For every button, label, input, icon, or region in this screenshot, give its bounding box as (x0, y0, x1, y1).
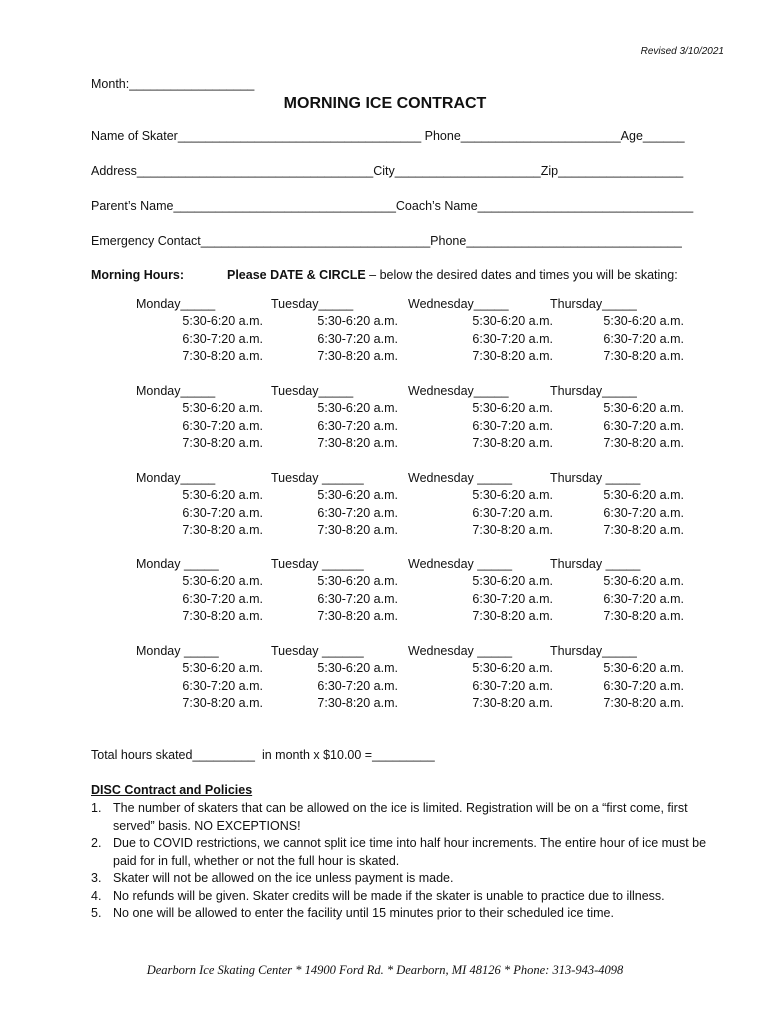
month-field[interactable]: Month:__________________ (91, 77, 255, 91)
day-date-field[interactable]: Thursday _____ (550, 471, 641, 485)
time-slot[interactable]: 5:30-6:20 a.m. (603, 661, 684, 675)
day-date-field[interactable]: Wednesday _____ (408, 644, 513, 658)
time-slot[interactable]: 5:30-6:20 a.m. (472, 401, 553, 415)
policy-text: No one will be allowed to enter the facility until 15 minutes prior to their scheduled ice time. (113, 906, 614, 920)
time-slot[interactable]: 6:30-7:20 a.m. (317, 418, 398, 433)
time-slot[interactable]: 5:30-6:20 a.m. (317, 661, 398, 675)
day-date-field[interactable]: Tuesday ______ (271, 644, 364, 658)
time-slot[interactable]: 5:30-6:20 a.m. (317, 574, 398, 588)
policy-item (91, 835, 731, 870)
time-slot[interactable]: 7:30-8:20 a.m. (603, 609, 684, 623)
total-hours-field[interactable]: Total hours skated_________ in month x $10.00 =_________ (91, 748, 435, 762)
policy-number: 1. (91, 801, 102, 815)
time-slot[interactable]: 5:30-6:20 a.m. (603, 401, 684, 415)
time-slot[interactable]: 7:30-8:20 a.m. (472, 696, 553, 710)
day-date-field[interactable]: Thursday _____ (550, 557, 641, 571)
time-slot[interactable]: 6:30-7:20 a.m. (182, 505, 263, 520)
skater-name-phone-age-field[interactable]: Name of Skater___________________________________ Phone_______________________Age______ (91, 129, 685, 143)
time-slot[interactable]: 7:30-8:20 a.m. (182, 609, 263, 623)
policy-item (91, 905, 731, 923)
time-slot[interactable]: 5:30-6:20 a.m. (472, 488, 553, 502)
address-city-zip-field[interactable]: Address__________________________________City_____________________Zip__________________ (91, 164, 684, 178)
time-slot[interactable]: 7:30-8:20 a.m. (182, 349, 263, 363)
time-slot[interactable]: 7:30-8:20 a.m. (182, 523, 263, 537)
time-slot[interactable]: 7:30-8:20 a.m. (472, 609, 553, 623)
time-slot[interactable]: 6:30-7:20 a.m. (603, 331, 684, 346)
time-slot[interactable]: 6:30-7:20 a.m. (603, 505, 684, 520)
revised-date: Revised 3/10/2021 (640, 46, 724, 57)
time-slot[interactable]: 7:30-8:20 a.m. (317, 609, 398, 623)
instruction-emphasis: Please DATE & CIRCLE (227, 268, 366, 282)
instruction-text: – below the desired dates and times you will be skating: (365, 268, 678, 282)
time-slot[interactable]: 5:30-6:20 a.m. (182, 488, 263, 502)
time-slot[interactable]: 5:30-6:20 a.m. (182, 574, 263, 588)
time-slot[interactable]: 7:30-8:20 a.m. (317, 436, 398, 450)
time-slot[interactable]: 7:30-8:20 a.m. (317, 696, 398, 710)
time-slot[interactable]: 6:30-7:20 a.m. (472, 678, 553, 693)
time-slot[interactable]: 7:30-8:20 a.m. (472, 349, 553, 363)
time-slot[interactable]: 6:30-7:20 a.m. (472, 505, 553, 520)
day-date-field[interactable]: Wednesday _____ (408, 471, 513, 485)
time-slot[interactable]: 7:30-8:20 a.m. (182, 696, 263, 710)
page-title: MORNING ICE CONTRACT (283, 95, 487, 112)
time-slot[interactable]: 5:30-6:20 a.m. (472, 314, 553, 328)
policy-item (91, 870, 731, 888)
day-date-field[interactable]: Monday_____ (136, 384, 216, 398)
day-date-field[interactable]: Monday_____ (136, 471, 216, 485)
time-slot[interactable]: 6:30-7:20 a.m. (182, 418, 263, 433)
time-slot[interactable]: 6:30-7:20 a.m. (317, 678, 398, 693)
time-slot[interactable]: 7:30-8:20 a.m. (317, 349, 398, 363)
policy-text: The number of skaters that can be allowed on the ice is limited. Registration will be on a “first come, first served” basis. NO EXCEPTIONS! (113, 801, 688, 833)
day-date-field[interactable]: Tuesday ______ (271, 471, 364, 485)
day-date-field[interactable]: Thursday_____ (550, 297, 637, 311)
policies-title: DISC Contract and Policies (91, 783, 253, 797)
morning-hours-label: Morning Hours: (91, 268, 185, 282)
day-date-field[interactable]: Monday _____ (136, 644, 219, 658)
time-slot[interactable]: 7:30-8:20 a.m. (317, 523, 398, 537)
policy-number: 4. (91, 889, 102, 903)
time-slot[interactable]: 6:30-7:20 a.m. (317, 331, 398, 346)
policy-number: 5. (91, 906, 102, 920)
day-date-field[interactable]: Wednesday _____ (408, 557, 513, 571)
day-date-field[interactable]: Wednesday_____ (408, 384, 509, 398)
day-date-field[interactable]: Thursday_____ (550, 384, 637, 398)
time-slot[interactable]: 7:30-8:20 a.m. (603, 523, 684, 537)
day-date-field[interactable]: Tuesday_____ (271, 297, 354, 311)
policy-text: No refunds will be given. Skater credits will be made if the skater is unable to practice due to illness. (113, 889, 665, 903)
time-slot[interactable]: 7:30-8:20 a.m. (603, 349, 684, 363)
time-slot[interactable]: 5:30-6:20 a.m. (603, 574, 684, 588)
time-slot[interactable]: 7:30-8:20 a.m. (603, 436, 684, 450)
day-date-field[interactable]: Thursday_____ (550, 644, 637, 658)
policy-number: 3. (91, 871, 102, 885)
time-slot[interactable]: 7:30-8:20 a.m. (472, 436, 553, 450)
time-slot[interactable]: 5:30-6:20 a.m. (182, 314, 263, 328)
policy-number: 2. (91, 836, 102, 850)
day-date-field[interactable]: Tuesday ______ (271, 557, 364, 571)
policy-item (91, 888, 731, 906)
time-slot[interactable]: 6:30-7:20 a.m. (317, 591, 398, 606)
time-slot[interactable]: 6:30-7:20 a.m. (182, 591, 263, 606)
time-slot[interactable]: 5:30-6:20 a.m. (472, 661, 553, 675)
time-slot[interactable]: 5:30-6:20 a.m. (603, 314, 684, 328)
day-date-field[interactable]: Tuesday_____ (271, 384, 354, 398)
time-slot[interactable]: 6:30-7:20 a.m. (472, 418, 553, 433)
hours-instruction (227, 268, 678, 282)
time-slot[interactable]: 5:30-6:20 a.m. (182, 661, 263, 675)
day-date-field[interactable]: Wednesday_____ (408, 297, 509, 311)
policy-text: Due to COVID restrictions, we cannot split ice time into half hour increments. The entire hour of ice must be paid for in full, whether or not the full hour is skated. (113, 836, 707, 868)
time-slot[interactable]: 7:30-8:20 a.m. (603, 696, 684, 710)
time-slot[interactable]: 6:30-7:20 a.m. (182, 678, 263, 693)
day-date-field[interactable]: Monday _____ (136, 557, 219, 571)
policy-item (91, 800, 731, 835)
footer-address: Dearborn Ice Skating Center * 14900 Ford Rd. * Dearborn, MI 48126 * Phone: 313-943-4098 (146, 963, 624, 977)
day-date-field[interactable]: Monday_____ (136, 297, 216, 311)
parent-coach-name-field[interactable]: Parent’s Name________________________________Coach’s Name_______________________________ (91, 199, 694, 213)
time-slot[interactable]: 6:30-7:20 a.m. (472, 591, 553, 606)
time-slot[interactable]: 6:30-7:20 a.m. (182, 331, 263, 346)
time-slot[interactable]: 5:30-6:20 a.m. (603, 488, 684, 502)
time-slot[interactable]: 7:30-8:20 a.m. (182, 436, 263, 450)
policy-text: Skater will not be allowed on the ice unless payment is made. (113, 871, 454, 885)
time-slot[interactable]: 6:30-7:20 a.m. (603, 591, 684, 606)
emergency-contact-field[interactable]: Emergency Contact_________________________________Phone_______________________________ (91, 234, 682, 248)
time-slot[interactable]: 5:30-6:20 a.m. (182, 401, 263, 415)
time-slot[interactable]: 6:30-7:20 a.m. (317, 505, 398, 520)
time-slot[interactable]: 5:30-6:20 a.m. (317, 401, 398, 415)
time-slot[interactable]: 6:30-7:20 a.m. (603, 418, 684, 433)
time-slot[interactable]: 7:30-8:20 a.m. (472, 523, 553, 537)
time-slot[interactable]: 6:30-7:20 a.m. (603, 678, 684, 693)
time-slot[interactable]: 5:30-6:20 a.m. (317, 488, 398, 502)
time-slot[interactable]: 5:30-6:20 a.m. (472, 574, 553, 588)
time-slot[interactable]: 5:30-6:20 a.m. (317, 314, 398, 328)
time-slot[interactable]: 6:30-7:20 a.m. (472, 331, 553, 346)
